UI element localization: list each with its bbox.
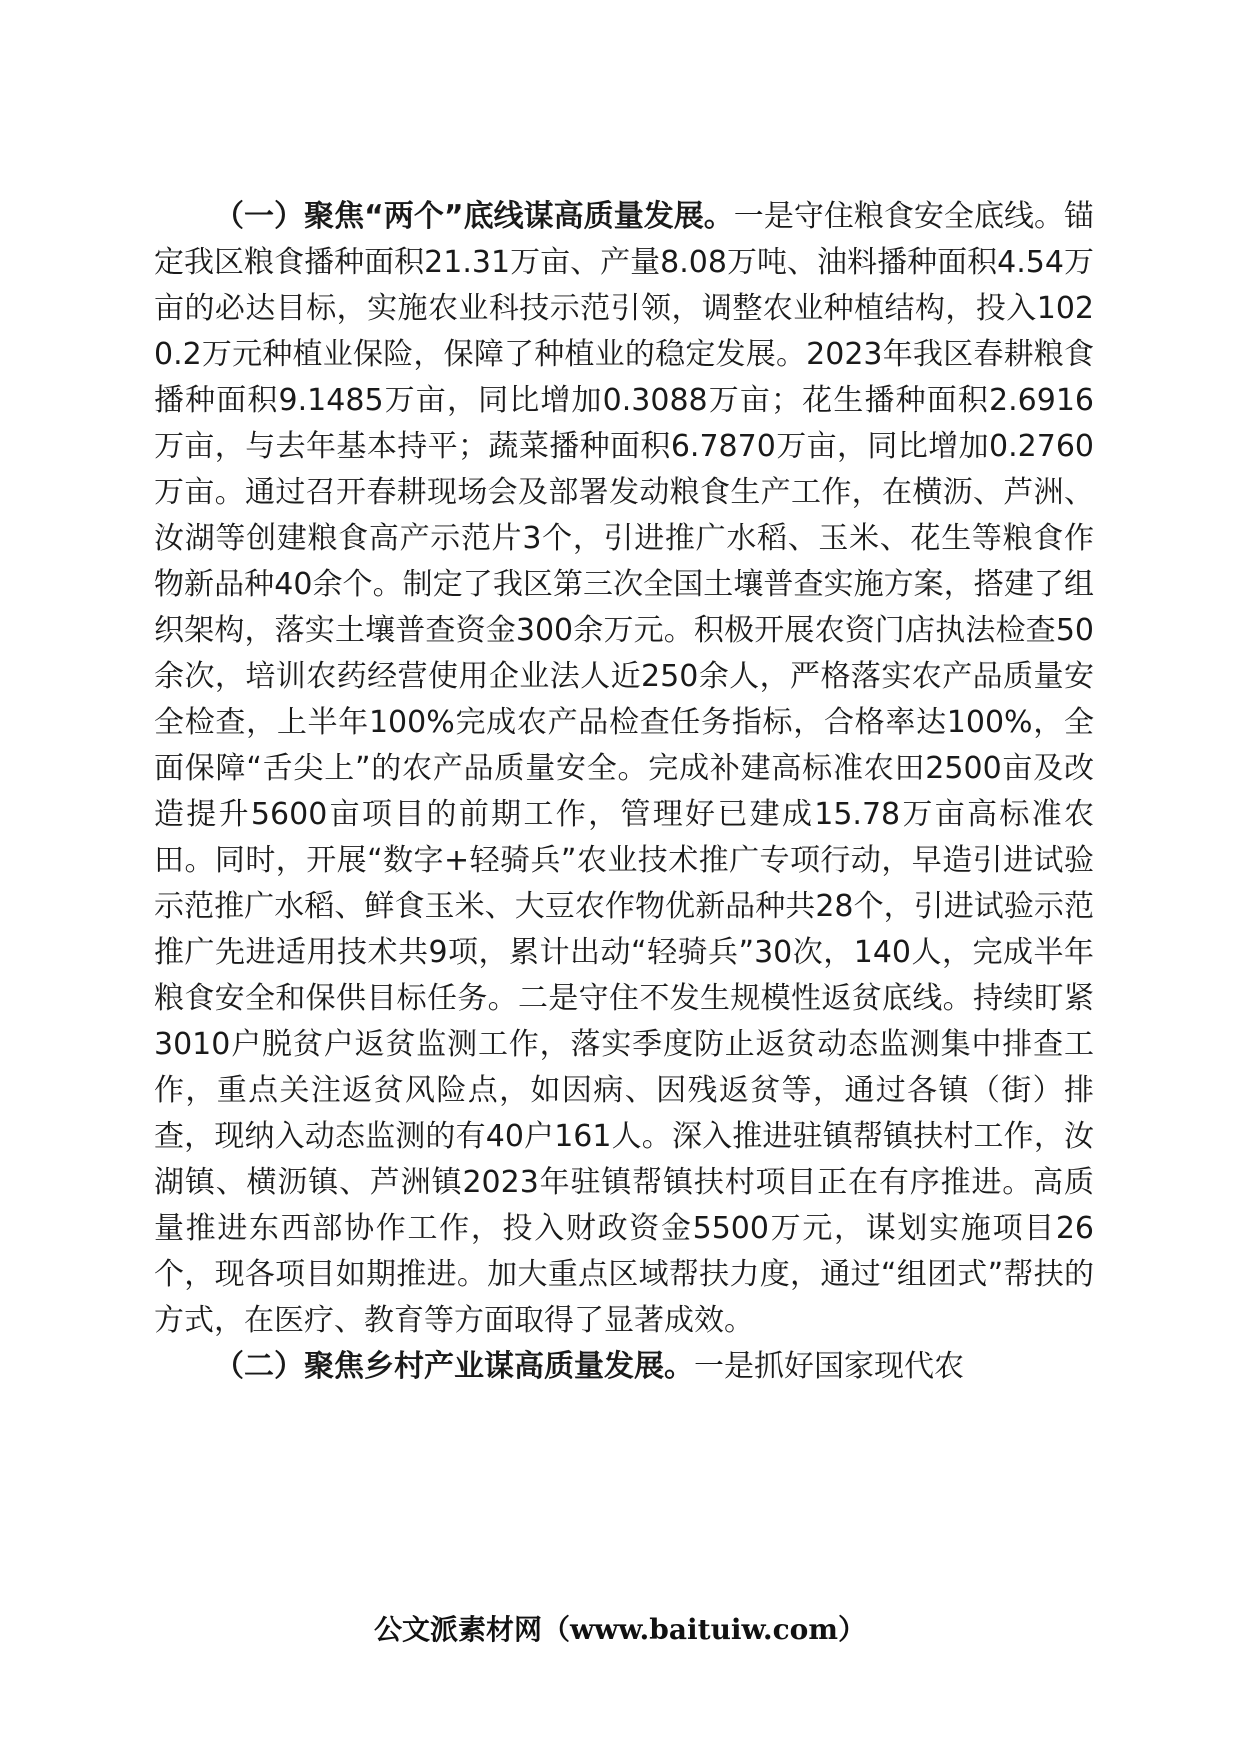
section-heading-2: （二）聚焦乡村产业谋高质量发展。 (214, 1349, 694, 1384)
section-heading-1: （一）聚焦“两个”底线谋高质量发展。 (214, 199, 734, 234)
section-body-1: 一是守住粮食安全底线。锚定我区粮食播种面积21.31万亩、产量8.08万吨、油料播种面积4.54万亩的必达目标，实施农业科技示范引领，调整农业种植结构，投入1020.2万元种植业保险，保障了种植业的稳定发展。2023年我区春耕粮食播种面积9.1485万亩，同比增加0.3088万亩；花生播种面积2.6916万亩，与去年基本持平；蔬菜播种面积6.7870万亩，同比增加0.2760万亩。通过召开春耕现场会及部署发动粮食生产工作，在横沥、芦洲、汝湖等创建粮食高产示范片3个，引进推广水稻、玉米、花生等粮食作物新品种40余个。制定了我区第三次全国土壤普查实施方案，搭建了组织架构，落实土壤普查资金300余万元。积极开展农资门店执法检查50余次，培训农药经营使用企业法人近250余人，严格落实农产品质量安全检查，上半年100%完成农产品检查任务指标，合格率达100%，全面保障“舌尖上”的农产品质量安全。完成补建高标准农田2500亩及改造提升5600亩项目的前期工作，管理好已建成15.78万亩高标准农田。同时，开展“数字+轻骑兵”农业技术推广专项行动，早造引进试验示范推广水稻、鲜食玉米、大豆农作物优新品种共28个，引进试验示范推广先进适用技术共9项，累计出动“轻骑兵”30次，140人，完成半年粮食安全和保供目标任务。二是守住不发生规模性返贫底线。持续盯紧3010户脱贫户返贫监测工作，落实季度防止返贫动态监测集中排查工作，重点关注返贫风险点，如因病、因残返贫等，通过各镇（街）排查，现纳入动态监测的有40户161人。深入推进驻镇帮镇扶村工作，汝湖镇、横沥镇、芦洲镇2023年驻镇帮镇扶村项目正在有序推进。高质量推进东西部协作工作，投入财政资金5500万元，谋划实施项目26个，现各项目如期推进。加大重点区域帮扶力度，通过“组团式”帮扶的方式，在医疗、教育等方面取得了显著成效。 (154, 199, 1095, 1338)
footer-watermark: 公文派素材网（www.baituiw.com） (374, 1613, 866, 1646)
paragraph-1 (154, 194, 1094, 1344)
paragraph-2 (154, 1344, 1094, 1390)
document-body (154, 194, 1094, 1390)
section-body-2: 一是抓好国家现代农 (694, 1349, 964, 1384)
